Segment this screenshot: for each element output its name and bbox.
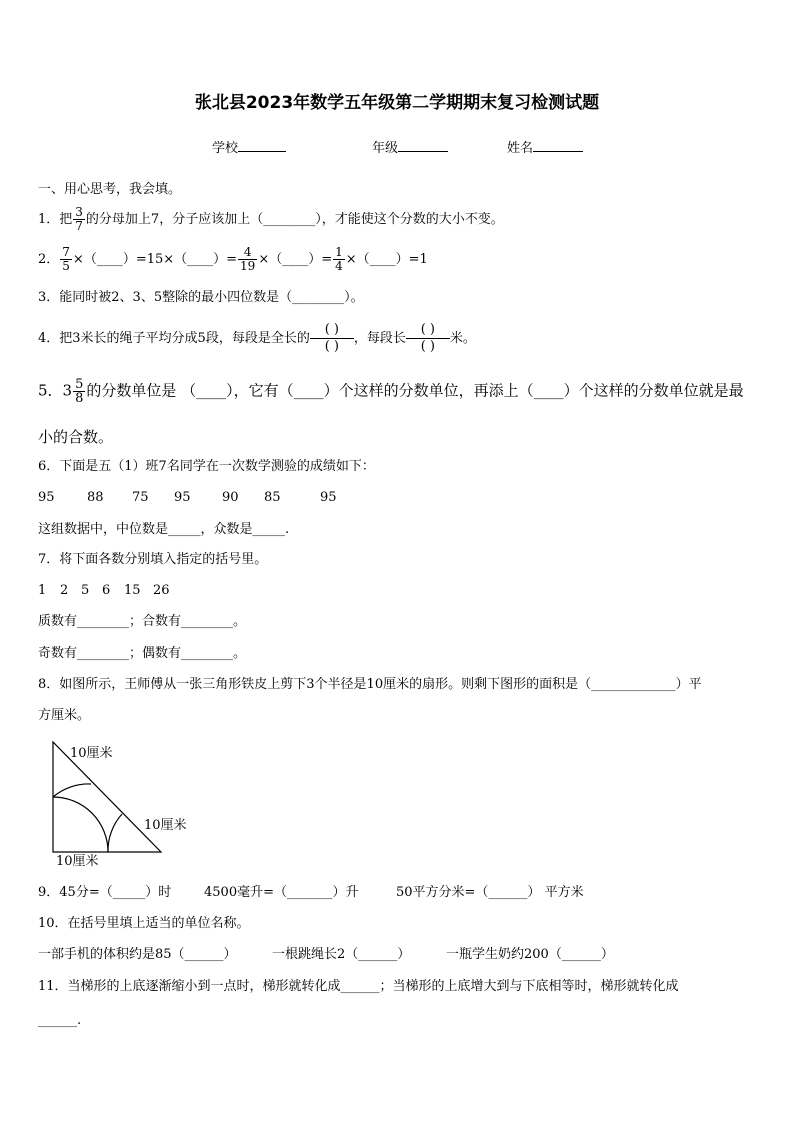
q1-fraction <box>73 206 85 233</box>
score-item: 95 <box>320 490 337 505</box>
number-item: 6 <box>102 583 111 598</box>
q5-numerator: 5 <box>75 377 84 392</box>
score-item: 85 <box>264 490 281 505</box>
question-11: 11．当梯形的上底逐渐缩小到一点时，梯形就转化成______；当梯形的上底增大到与下底相等时，梯形就转化成 <box>38 979 679 994</box>
q5-fraction <box>73 378 85 405</box>
question-8: 8．如图所示，王师傅从一张三角形铁皮上剪下3个半径是10厘米的扇形。则剩下图形的面积是（_____________）平 <box>38 677 702 692</box>
grade-field[interactable] <box>372 141 448 157</box>
q2-fraction-3 <box>333 246 345 273</box>
number-item: 15 <box>124 583 141 598</box>
label-right-side: 10厘米 <box>144 818 187 833</box>
q2-fraction-1 <box>60 246 72 273</box>
grade-blank[interactable] <box>398 151 448 152</box>
q2-f3-denominator: 4 <box>335 259 343 273</box>
school-label: 学校 <box>212 141 239 156</box>
q2-segment-3: ×（____）=1 <box>345 252 428 267</box>
score-item: 90 <box>222 490 239 505</box>
q4-middle: ，每段长 <box>353 331 406 346</box>
name-label: 姓名 <box>507 141 534 156</box>
q1-numerator: 3 <box>75 205 83 219</box>
q5-text: 的分数单位是 （____），它有（____）个这样的分数单位，再添上（____）个这样的分数单位就是最 <box>86 381 744 400</box>
question-11-line-2: ______. <box>38 1013 82 1028</box>
q2-number: 2． <box>38 252 60 267</box>
q4-f2-numerator[interactable]: ( ) <box>406 322 450 339</box>
question-4 <box>38 322 476 355</box>
question-10-part-a: 一部手机的体积约是85（______） <box>38 947 237 962</box>
name-blank[interactable] <box>533 151 583 152</box>
q5-prefix: 5．3 <box>38 381 73 400</box>
q4-prefix: 4．把3米长的绳子平均分成5段，每段是全长的 <box>38 331 310 346</box>
score-item: 95 <box>38 490 55 505</box>
question-9-part-b: 4500毫升=（_______）升 <box>204 885 359 900</box>
section-heading: 一、用心思考，我会填。 <box>38 182 182 197</box>
school-blank[interactable] <box>238 151 286 152</box>
q2-f2-numerator: 4 <box>238 246 257 260</box>
triangle-figure <box>40 736 210 872</box>
q1-denominator: 7 <box>75 219 83 233</box>
q7-odds-evens: 奇数有________；偶数有________。 <box>38 646 247 661</box>
question-5-line-2: 小的合数。 <box>38 428 114 446</box>
q1-text: 的分母加上7，分子应该加上（________），才能使这个分数的大小不变。 <box>85 212 504 227</box>
sector-arc-corner <box>53 797 108 852</box>
question-2 <box>38 246 428 273</box>
number-item: 2 <box>60 583 69 598</box>
q7-primes-composites: 质数有________；合数有________。 <box>38 614 247 629</box>
label-bottom-side: 10厘米 <box>56 854 99 869</box>
question-7: 7．将下面各数分别填入指定的括号里。 <box>38 552 268 567</box>
q4-f2-denominator[interactable]: ( ) <box>420 339 435 354</box>
question-9-part-c: 50平方分米=（______） 平方米 <box>396 885 584 900</box>
score-item: 88 <box>87 490 104 505</box>
label-top-side: 10厘米 <box>70 746 113 761</box>
q4-blank-fraction-1[interactable] <box>310 322 354 355</box>
school-field[interactable] <box>212 141 286 157</box>
score-item: 95 <box>174 490 191 505</box>
number-item: 5 <box>81 583 90 598</box>
question-3: 3．能同时被2、3、5整除的最小四位数是（________）。 <box>38 290 364 305</box>
q4-f1-denominator[interactable]: ( ) <box>324 339 339 354</box>
q2-f3-numerator: 1 <box>335 245 343 259</box>
q2-fraction-2 <box>238 246 257 273</box>
q1-prefix: 1．把 <box>38 212 73 227</box>
q2-segment-1: ×（____）=15×（____）= <box>72 252 238 267</box>
q5-denominator: 8 <box>75 391 84 406</box>
name-field[interactable] <box>507 141 583 157</box>
question-10: 10．在括号里填上适当的单位名称。 <box>38 916 250 931</box>
question-9-part-a: 9．45分=（_____）时 <box>38 885 172 900</box>
question-8-line-2: 方厘米。 <box>38 708 91 723</box>
sector-arc-right <box>108 814 122 852</box>
q6-question: 这组数据中，中位数是_____，众数是_____. <box>38 522 290 537</box>
q2-f2-denominator: 19 <box>240 259 256 273</box>
number-item: 26 <box>153 583 170 598</box>
page-title: 张北县2023年数学五年级第二学期期末复习检测试题 <box>194 93 600 113</box>
question-10-part-c: 一瓶学生奶约200（______） <box>446 947 614 962</box>
number-item: 1 <box>38 583 47 598</box>
q7-numbers <box>38 583 170 599</box>
q2-f1-numerator: 7 <box>62 245 70 259</box>
q4-blank-fraction-2[interactable] <box>406 322 450 355</box>
grade-label: 年级 <box>372 141 399 156</box>
q2-f1-denominator: 5 <box>62 259 70 273</box>
sector-arc-top <box>53 784 91 797</box>
q4-f1-numerator[interactable]: ( ) <box>310 322 354 339</box>
question-6: 6．下面是五（1）班7名同学在一次数学测验的成绩如下： <box>38 459 375 474</box>
question-5 <box>38 378 744 405</box>
question-10-part-b: 一根跳绳长2（______） <box>272 947 411 962</box>
score-item: 75 <box>132 490 149 505</box>
q2-segment-2: ×（____）= <box>258 252 333 267</box>
q6-scores <box>38 490 337 506</box>
q4-suffix: 米。 <box>449 331 476 346</box>
question-1 <box>38 206 504 233</box>
